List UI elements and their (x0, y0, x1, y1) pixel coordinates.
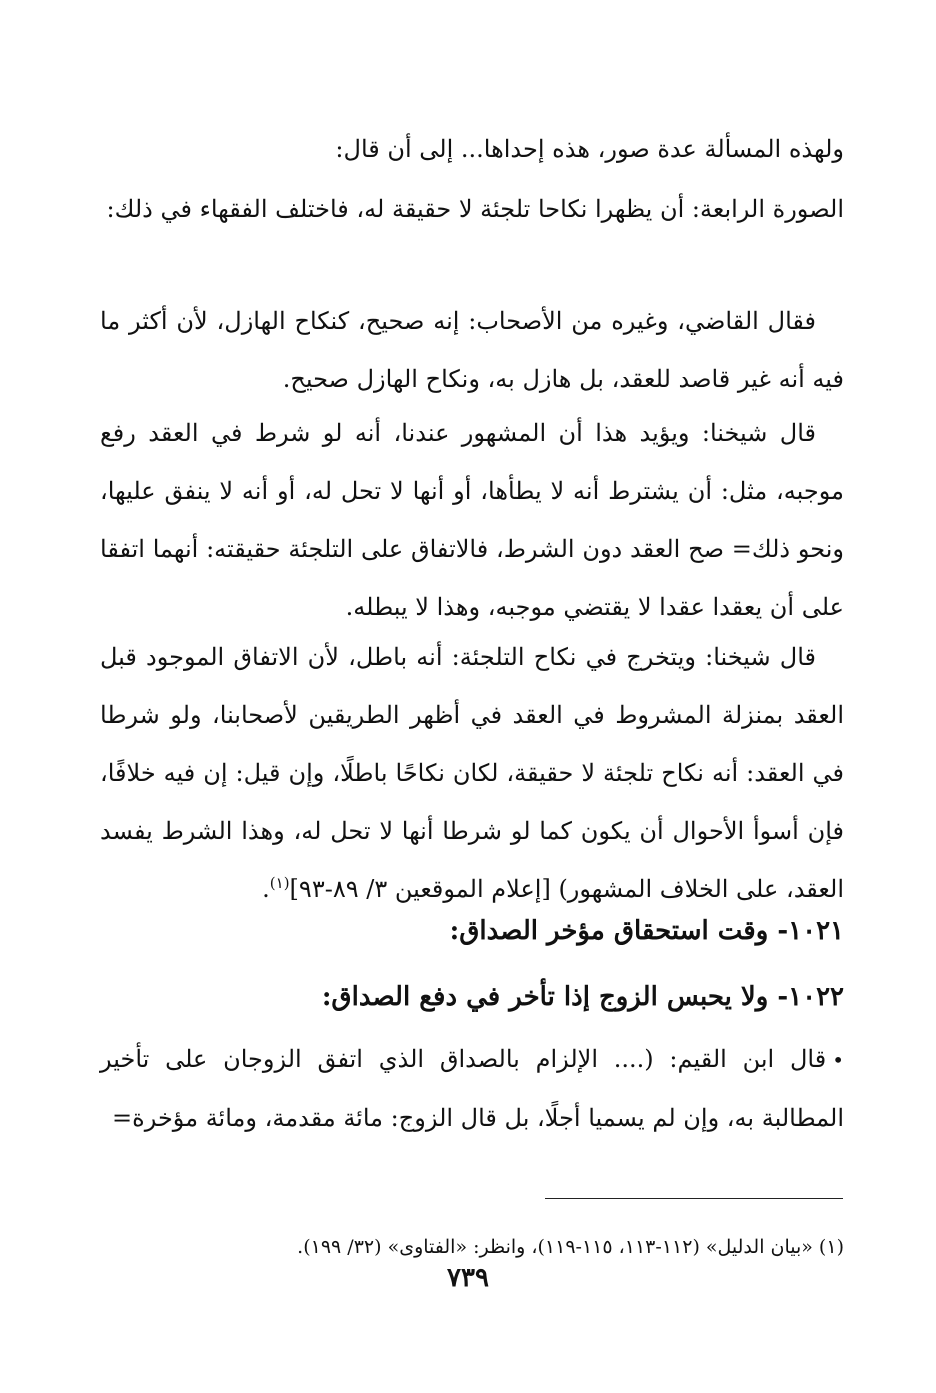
paragraph-intro (100, 120, 844, 178)
paragraph-intro-text: ولهذه المسألة عدة صور، هذه إحداها... إلى أن قال: (335, 135, 844, 163)
footnote-separator (545, 1198, 843, 1199)
footnote-reference: (١) (269, 874, 290, 892)
paragraph-shaykh-invalid-text: قال شيخنا: ويتخرج في نكاح التلجئة: أنه باطل، لأن الاتفاق الموجود قبل العقد بمنزلة المشروط في العقد في أظهر الطريقين لأصحابنا، ولو شرطا في العقد: أنه نكاح تلجئة لا حقيقة، لكان نكاحًا باطلًا، وإن قيل: إن فيه خلافًا، فإن أسوأ الأحوال أن يكون كما لو شرطا أنها لا تحل له، وهذا الشرط يفسد العقد، على الخلاف المشهور) [إعلام الموقعين ٣/ ٨٩-٩٣] (100, 643, 844, 903)
section-heading-1022-text: ١٠٢٢- ولا يحبس الزوج إذا تأخر في دفع الصداق: (321, 982, 844, 1012)
paragraph-shaykh-invalid (100, 628, 844, 918)
footnote-text: (١) «بيان الدليل» (١١٢-١١٣، ١١٥-١١٩)، وانظر: «الفتاوى» (٣٢/ ١٩٩). (297, 1236, 844, 1258)
paragraph-end-mark: . (262, 875, 270, 903)
page-number: ٧٣٩ (447, 1263, 489, 1293)
paragraph-fourth-form-text: الصورة الرابعة: أن يظهرا نكاحا تلجئة لا حقيقة له، فاختلف الفقهاء في ذلك: (106, 195, 844, 223)
paragraph-ibn-qayyim (100, 1030, 844, 1147)
paragraph-qadi-opinion-text: فقال القاضي، وغيره من الأصحاب: إنه صحيح، كنكاح الهازل، لأن أكثر ما فيه أنه غير قاصد للعقد، بل هازل به، ونكاح الهازل صحيح. (100, 307, 844, 393)
paragraph-shaykh-support (100, 404, 844, 636)
section-heading-1021-text: ١٠٢١- وقت استحقاق مؤخر الصداق: (449, 916, 844, 946)
bullet-icon: • (832, 1048, 844, 1072)
paragraph-ibn-qayyim-text: قال ابن القيم: (.... الإلزام بالصداق الذي اتفق الزوجان على تأخير المطالبة به، وإن لم يسميا أجلًا، بل قال الزوج: مائة مقدمة، ومائة مؤخرة= (100, 1045, 844, 1132)
section-heading-1022 (100, 968, 844, 1026)
paragraph-shaykh-support-text: قال شيخنا: ويؤيد هذا أن المشهور عندنا، أنه لو شرط في العقد رفع موجبه، مثل: أن يشترط أنه لا يطأها، أو أنها لا تحل له، أو أنه لا ينفق عليها، ونحو ذلك= صح العقد دون الشرط، فالاتفاق على التلجئة حقيقته: أنهما اتفقا على أن يعقدا عقدا لا يقتضي موجبه، وهذا لا يبطله. (100, 419, 844, 621)
section-heading-1021 (100, 902, 844, 960)
paragraph-fourth-form (100, 180, 844, 238)
paragraph-qadi-opinion (100, 292, 844, 408)
